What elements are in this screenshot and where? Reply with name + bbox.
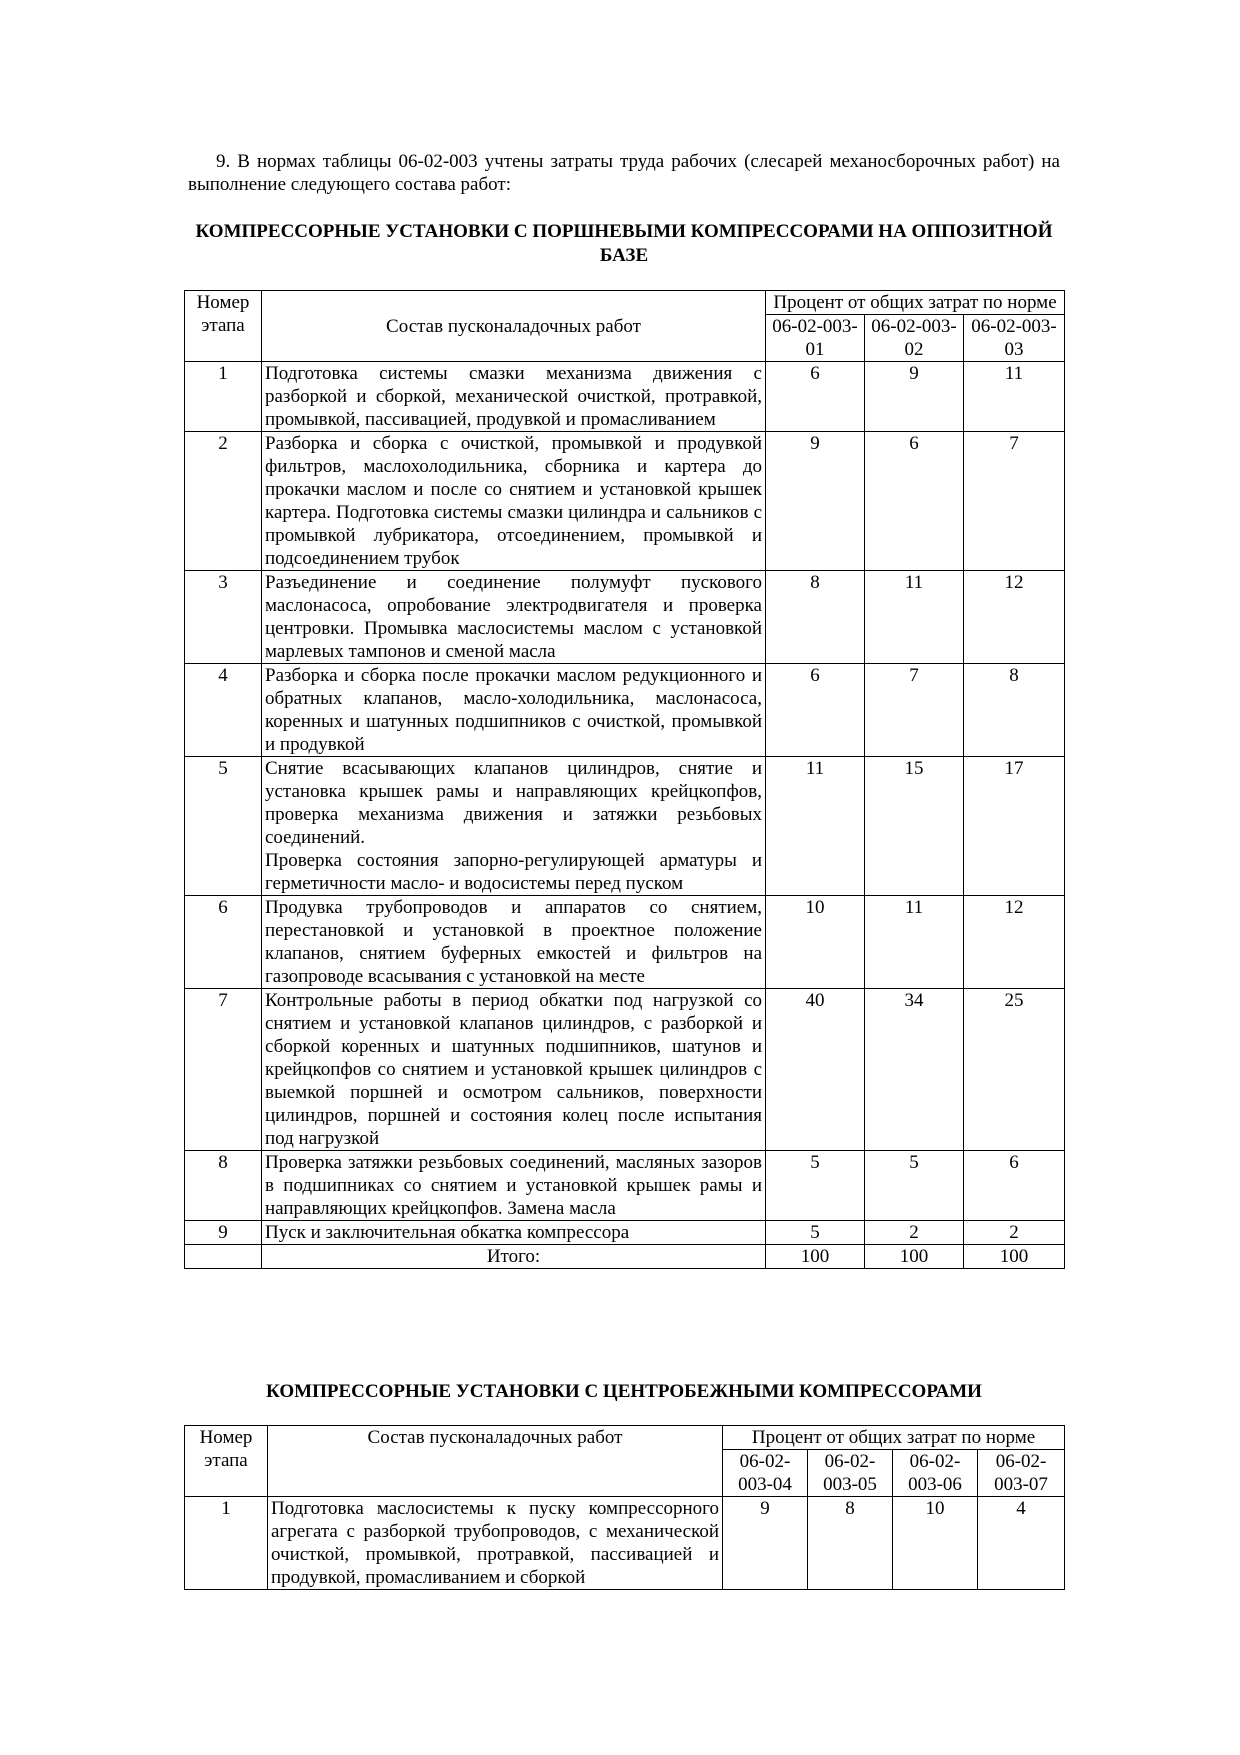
work-description-part: Проверка состояния запорно-регулирующей арматуры и герметичности масло- и водосистемы перед пуском bbox=[265, 850, 762, 894]
table-row bbox=[185, 1497, 1065, 1590]
header-stage: Номер этапа bbox=[185, 1426, 268, 1497]
total-value: 100 bbox=[865, 1245, 964, 1269]
percent-value: 11 bbox=[964, 362, 1065, 432]
table-row bbox=[185, 896, 1065, 989]
header-code: 06-02-003-05 bbox=[808, 1450, 893, 1497]
header-code: 06-02-003-03 bbox=[964, 315, 1065, 362]
percent-value: 34 bbox=[865, 989, 964, 1151]
table-row bbox=[185, 1221, 1065, 1245]
percent-value: 9 bbox=[766, 432, 865, 571]
header-work: Состав пусконаладочных работ bbox=[268, 1426, 723, 1497]
stage-number: 4 bbox=[185, 664, 262, 757]
header-percent: Процент от общих затрат по норме bbox=[723, 1426, 1065, 1450]
total-value: 100 bbox=[964, 1245, 1065, 1269]
stage-number: 2 bbox=[185, 432, 262, 571]
stage-number: 9 bbox=[185, 1221, 262, 1245]
header-stage: Номер этапа bbox=[185, 291, 262, 362]
table-row bbox=[185, 432, 1065, 571]
section-1-title: КОМПРЕССОРНЫЕ УСТАНОВКИ С ПОРШНЕВЫМИ КОМПРЕССОРАМИ НА ОППОЗИТНОЙ БАЗЕ bbox=[195, 221, 1053, 266]
percent-value: 6 bbox=[766, 362, 865, 432]
table-piston-compressors bbox=[184, 290, 1065, 1269]
percent-value: 17 bbox=[964, 757, 1065, 896]
percent-value: 7 bbox=[865, 664, 964, 757]
section-2-title: КОМПРЕССОРНЫЕ УСТАНОВКИ С ЦЕНТРОБЕЖНЫМИ КОМПРЕССОРАМИ bbox=[266, 1381, 982, 1402]
percent-value: 9 bbox=[865, 362, 964, 432]
intro-paragraph: 9. В нормах таблицы 06-02-003 учтены затраты труда рабочих (слесарей механосборочных работ) на выполнение следующего состава работ: bbox=[188, 151, 1060, 195]
work-description: Подготовка маслосистемы к пуску компрессорного агрегата с разборкой трубопроводов, с механической очисткой, промывкой, протравкой, пассивацией и продувкой, промасливанием и сборкой bbox=[268, 1497, 723, 1590]
table-row bbox=[185, 571, 1065, 664]
percent-value: 9 bbox=[723, 1497, 808, 1590]
percent-value: 5 bbox=[766, 1221, 865, 1245]
header-work: Состав пусконаладочных работ bbox=[262, 291, 766, 362]
work-description-part: Снятие всасывающих клапанов цилиндров, снятие и установка крышек рамы и направляющих крейцкопфов, проверка механизма движения и затяжки резьбовых соединений. bbox=[265, 758, 762, 848]
header-row bbox=[185, 1426, 1065, 1450]
percent-value: 10 bbox=[893, 1497, 978, 1590]
table-row bbox=[185, 1151, 1065, 1221]
work-description: Контрольные работы в период обкатки под нагрузкой со снятием и установкой клапанов цилиндров, с разборкой и сборкой коренных и шатунных подшипников, шатунов и крейцкопфов со снятием и установкой крышек цилиндров с выемкой поршней и осмотром сальников, поверхности цилиндров, поршней и состояния колец после испытания под нагрузкой bbox=[262, 989, 766, 1151]
stage-number: 3 bbox=[185, 571, 262, 664]
total-value: 100 bbox=[766, 1245, 865, 1269]
header-percent: Процент от общих затрат по норме bbox=[766, 291, 1065, 315]
percent-value: 11 bbox=[766, 757, 865, 896]
table-row bbox=[185, 664, 1065, 757]
percent-value: 7 bbox=[964, 432, 1065, 571]
percent-value: 5 bbox=[766, 1151, 865, 1221]
work-description: Пуск и заключительная обкатка компрессора bbox=[262, 1221, 766, 1245]
percent-value: 8 bbox=[808, 1497, 893, 1590]
total-row bbox=[185, 1245, 1065, 1269]
percent-value: 40 bbox=[766, 989, 865, 1151]
work-description: Разборка и сборка после прокачки маслом редукционного и обратных клапанов, масло-холодильника, маслонасоса, коренных и шатунных подшипников с очисткой, промывкой и продувкой bbox=[262, 664, 766, 757]
total-empty-cell bbox=[185, 1245, 262, 1269]
percent-value: 12 bbox=[964, 896, 1065, 989]
work-description bbox=[262, 757, 766, 896]
percent-value: 8 bbox=[964, 664, 1065, 757]
percent-value: 11 bbox=[865, 571, 964, 664]
work-description: Разборка и сборка с очисткой, промывкой и продувкой фильтров, маслохолодильника, сборника и картера до прокачки маслом и после со снятием и установкой крышек картера. Подготовка системы смазки цилиндра и сальников с промывкой лубрикатора, отсоединением, промывкой и подсоединением трубок bbox=[262, 432, 766, 571]
total-label: Итого: bbox=[262, 1245, 766, 1269]
table-row bbox=[185, 757, 1065, 896]
work-description: Продувка трубопроводов и аппаратов со снятием, перестановкой и установкой в проектное положение клапанов, снятием буферных емкостей и фильтров на газопроводе всасывания с установкой на месте bbox=[262, 896, 766, 989]
percent-value: 6 bbox=[964, 1151, 1065, 1221]
table-centrifugal-compressors bbox=[184, 1425, 1065, 1590]
stage-number: 6 bbox=[185, 896, 262, 989]
work-description: Подготовка системы смазки механизма движения с разборкой и сборкой, механической очисткой, протравкой, промывкой, пассивацией, продувкой и промасливанием bbox=[262, 362, 766, 432]
percent-value: 25 bbox=[964, 989, 1065, 1151]
percent-value: 2 bbox=[964, 1221, 1065, 1245]
percent-value: 11 bbox=[865, 896, 964, 989]
stage-number: 5 bbox=[185, 757, 262, 896]
work-description: Проверка затяжки резьбовых соединений, масляных зазоров в подшипниках со снятием и установкой крышек рамы и направляющих крейцкопфов. Замена масла bbox=[262, 1151, 766, 1221]
header-code: 06-02-003-06 bbox=[893, 1450, 978, 1497]
percent-value: 15 bbox=[865, 757, 964, 896]
header-code: 06-02-003-01 bbox=[766, 315, 865, 362]
header-code: 06-02-003-04 bbox=[723, 1450, 808, 1497]
stage-number: 7 bbox=[185, 989, 262, 1151]
percent-value: 6 bbox=[766, 664, 865, 757]
header-row bbox=[185, 291, 1065, 315]
percent-value: 10 bbox=[766, 896, 865, 989]
percent-value: 8 bbox=[766, 571, 865, 664]
stage-number: 8 bbox=[185, 1151, 262, 1221]
header-code: 06-02-003-02 bbox=[865, 315, 964, 362]
stage-number: 1 bbox=[185, 1497, 268, 1590]
percent-value: 4 bbox=[978, 1497, 1065, 1590]
percent-value: 2 bbox=[865, 1221, 964, 1245]
header-code: 06-02-003-07 bbox=[978, 1450, 1065, 1497]
percent-value: 6 bbox=[865, 432, 964, 571]
work-description: Разъединение и соединение полумуфт пускового маслонасоса, опробование электродвигателя и проверка центровки. Промывка маслосистемы маслом с установкой марлевых тампонов и сменой масла bbox=[262, 571, 766, 664]
table-row bbox=[185, 362, 1065, 432]
percent-value: 12 bbox=[964, 571, 1065, 664]
percent-value: 5 bbox=[865, 1151, 964, 1221]
stage-number: 1 bbox=[185, 362, 262, 432]
table-row bbox=[185, 989, 1065, 1151]
